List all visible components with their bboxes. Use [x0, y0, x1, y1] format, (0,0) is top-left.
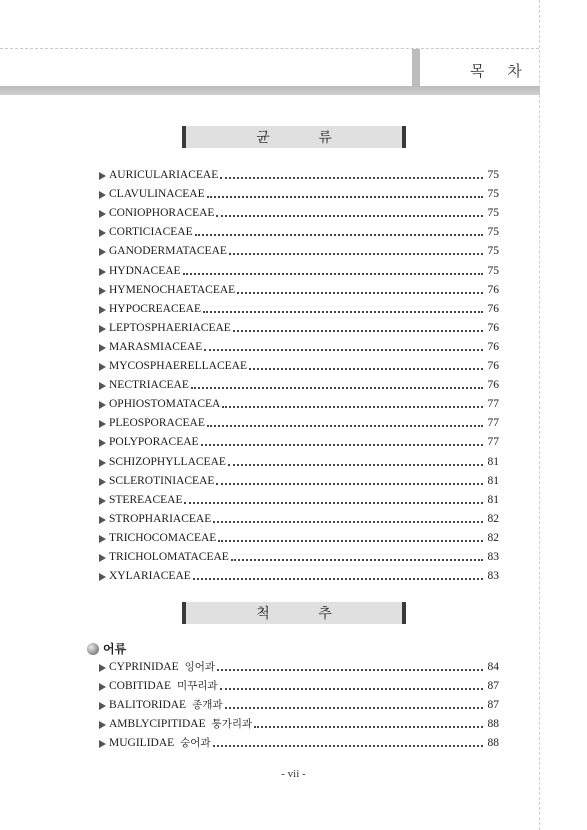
toc-entry[interactable]	[99, 507, 499, 526]
toc-entry[interactable]	[99, 526, 499, 545]
toc-entry[interactable]	[99, 163, 499, 182]
toc-entry-name: TRICHOLOMATACEAE	[109, 550, 229, 563]
triangle-bullet-icon	[99, 740, 106, 748]
toc-entry[interactable]	[99, 411, 499, 430]
toc-entry-page: 88	[487, 737, 499, 750]
toc-entry-page: 87	[487, 699, 499, 712]
toc-entry-page: 84	[487, 661, 499, 674]
dot-leader	[228, 464, 483, 466]
toc-entry[interactable]	[99, 316, 499, 335]
triangle-bullet-icon	[99, 478, 106, 486]
toc-entry-page: 82	[487, 531, 499, 544]
dot-leader	[218, 540, 483, 542]
dot-leader	[193, 578, 483, 580]
toc-entry-name: SCLEROTINIACEAE	[109, 474, 215, 487]
globe-bullet-icon	[87, 643, 99, 655]
dot-leader	[216, 483, 483, 485]
toc-entry-name: CYPRINIDAE	[109, 661, 179, 674]
triangle-bullet-icon	[99, 721, 106, 729]
dot-leader	[249, 368, 483, 370]
toc-entry-page: 87	[487, 680, 499, 693]
triangle-bullet-icon	[99, 229, 106, 237]
triangle-bullet-icon	[99, 191, 106, 199]
toc-entry-page: 81	[487, 455, 499, 468]
toc-entry-page: 83	[487, 570, 499, 583]
toc-entry-name: MYCOSPHAERELLACEAE	[109, 360, 248, 373]
dot-leader	[220, 688, 483, 690]
toc-entry[interactable]	[99, 354, 499, 373]
triangle-bullet-icon	[99, 210, 106, 218]
dot-leader	[184, 502, 483, 504]
dot-leader	[213, 745, 483, 747]
toc-entry-name: HYDNACEAE	[109, 264, 181, 277]
toc-entry[interactable]	[99, 712, 499, 731]
toc-entry[interactable]	[99, 674, 499, 693]
dot-leader	[216, 215, 483, 217]
toc-entry-name: CORTICIACEAE	[109, 226, 193, 239]
triangle-bullet-icon	[99, 573, 106, 581]
dot-leader	[201, 444, 483, 446]
dot-leader	[207, 425, 483, 427]
toc-entry-page: 83	[487, 550, 499, 563]
dot-leader	[203, 311, 483, 313]
triangle-bullet-icon	[99, 497, 106, 505]
toc-entry-page: 76	[487, 379, 499, 392]
toc-entry-name: SCHIZOPHYLLACEAE	[109, 455, 226, 468]
toc-entry-page: 76	[487, 340, 499, 353]
triangle-bullet-icon	[99, 325, 106, 333]
toc-entry[interactable]	[99, 564, 499, 583]
toc-entry[interactable]	[99, 297, 499, 316]
toc-entry[interactable]	[99, 335, 499, 354]
toc-entry-name: TRICHOCOMACEAE	[109, 531, 217, 544]
toc-entry-page: 88	[487, 718, 499, 731]
page-number-footer: - vii -	[281, 768, 306, 780]
toc-entry[interactable]	[99, 693, 499, 712]
dot-leader	[225, 707, 483, 709]
dot-leader	[191, 387, 483, 389]
toc-entry[interactable]	[99, 545, 499, 564]
dot-leader	[254, 726, 483, 728]
triangle-bullet-icon	[99, 554, 106, 562]
toc-entry-name: XYLARIACEAE	[109, 570, 191, 583]
toc-entry-name: MUGILIDAE	[109, 737, 175, 750]
toc-entry-name: AMBLYCIPITIDAE	[109, 718, 206, 731]
toc-entry[interactable]	[99, 373, 499, 392]
toc-entry[interactable]	[99, 220, 499, 239]
fish-toc-list	[99, 655, 499, 750]
triangle-bullet-icon	[99, 401, 106, 409]
triangle-bullet-icon	[99, 683, 106, 691]
toc-entry-korean-name: 잉어과	[184, 661, 216, 674]
toc-entry-name: STEREACEAE	[109, 493, 183, 506]
toc-entry-name: LEPTOSPHAERIACEAE	[109, 321, 231, 334]
dot-leader	[207, 196, 483, 198]
toc-entry-name: CONIOPHORACEAE	[109, 207, 215, 220]
triangle-bullet-icon	[99, 535, 106, 543]
dot-leader	[213, 521, 483, 523]
triangle-bullet-icon	[99, 287, 106, 295]
toc-entry-name: STROPHARIACEAE	[109, 512, 212, 525]
dot-leader	[237, 292, 483, 294]
toc-entry-page: 81	[487, 474, 499, 487]
toc-entry[interactable]	[99, 239, 499, 258]
toc-entry-korean-name: 퉁가리과	[211, 718, 253, 731]
triangle-bullet-icon	[99, 306, 106, 314]
triangle-bullet-icon	[99, 268, 106, 276]
triangle-bullet-icon	[99, 172, 106, 180]
toc-entry-korean-name: 숭어과	[180, 737, 211, 750]
header-tab-marker	[412, 49, 420, 87]
toc-entry-page: 75	[487, 188, 499, 201]
toc-entry-page: 76	[487, 360, 499, 373]
triangle-bullet-icon	[99, 516, 106, 524]
section-heading-vertebrates: 척 추	[182, 602, 406, 624]
toc-entry-page: 75	[487, 169, 499, 182]
triangle-bullet-icon	[99, 664, 106, 672]
toc-entry-name: CLAVULINACEAE	[109, 188, 205, 201]
dot-leader	[195, 234, 483, 236]
header-bar	[0, 86, 540, 95]
toc-entry-name: OPHIOSTOMATACEA	[109, 398, 221, 411]
toc-entry-page: 76	[487, 321, 499, 334]
page-edge-guide	[539, 0, 540, 830]
toc-entry-page: 77	[487, 398, 499, 411]
toc-entry[interactable]	[99, 655, 499, 674]
toc-entry-page: 77	[487, 417, 499, 430]
dot-leader	[233, 330, 483, 332]
toc-entry-name: AURICULARIACEAE	[109, 169, 219, 182]
toc-entry-name: MARASMIACEAE	[109, 340, 203, 353]
toc-entry[interactable]	[99, 449, 499, 468]
toc-entry[interactable]	[99, 731, 499, 750]
toc-entry[interactable]	[99, 278, 499, 297]
toc-entry[interactable]	[99, 201, 499, 220]
toc-entry-korean-name: 미꾸리과	[176, 680, 218, 693]
toc-entry[interactable]	[99, 430, 499, 449]
toc-entry[interactable]	[99, 392, 499, 411]
dot-leader	[220, 177, 483, 179]
dot-leader	[217, 669, 483, 671]
toc-entry[interactable]	[99, 488, 499, 507]
toc-entry-page: 82	[487, 512, 499, 525]
toc-entry-name: HYMENOCHAETACEAE	[109, 283, 236, 296]
dot-leader	[183, 273, 483, 275]
toc-entry-page: 75	[487, 264, 499, 277]
toc-entry-page: 75	[487, 207, 499, 220]
toc-entry-name: HYPOCREACEAE	[109, 302, 202, 315]
section-heading-fungi: 균 류	[182, 126, 406, 148]
running-header-title: 목 차	[470, 62, 531, 80]
subcategory-label: 어류	[103, 642, 127, 656]
triangle-bullet-icon	[99, 459, 106, 467]
dot-leader	[231, 559, 483, 561]
triangle-bullet-icon	[99, 382, 106, 390]
toc-entry-name: NECTRIACEAE	[109, 379, 189, 392]
running-header	[0, 49, 539, 87]
toc-entry-korean-name: 종개과	[192, 699, 223, 712]
toc-entry[interactable]	[99, 258, 499, 277]
toc-entry-name: POLYPORACEAE	[109, 436, 199, 449]
triangle-bullet-icon	[99, 420, 106, 428]
toc-entry-name: PLEOSPORACEAE	[109, 417, 205, 430]
toc-entry-name: GANODERMATACEAE	[109, 245, 227, 258]
toc-entry-name: COBITIDAE	[109, 680, 171, 693]
dot-leader	[229, 253, 483, 255]
toc-entry-page: 76	[487, 283, 499, 296]
toc-entry-page: 75	[487, 226, 499, 239]
dot-leader	[204, 349, 483, 351]
dot-leader	[222, 406, 483, 408]
toc-entry[interactable]	[99, 469, 499, 488]
triangle-bullet-icon	[99, 702, 106, 710]
toc-entry-name: BALITORIDAE	[109, 699, 187, 712]
triangle-bullet-icon	[99, 439, 106, 447]
toc-entry-page: 81	[487, 493, 499, 506]
triangle-bullet-icon	[99, 344, 106, 352]
triangle-bullet-icon	[99, 363, 106, 371]
triangle-bullet-icon	[99, 248, 106, 256]
toc-entry-page: 76	[487, 302, 499, 315]
toc-entry[interactable]	[99, 182, 499, 201]
toc-entry-page: 77	[487, 436, 499, 449]
toc-entry-page: 75	[487, 245, 499, 258]
fungi-toc-list	[99, 163, 499, 583]
